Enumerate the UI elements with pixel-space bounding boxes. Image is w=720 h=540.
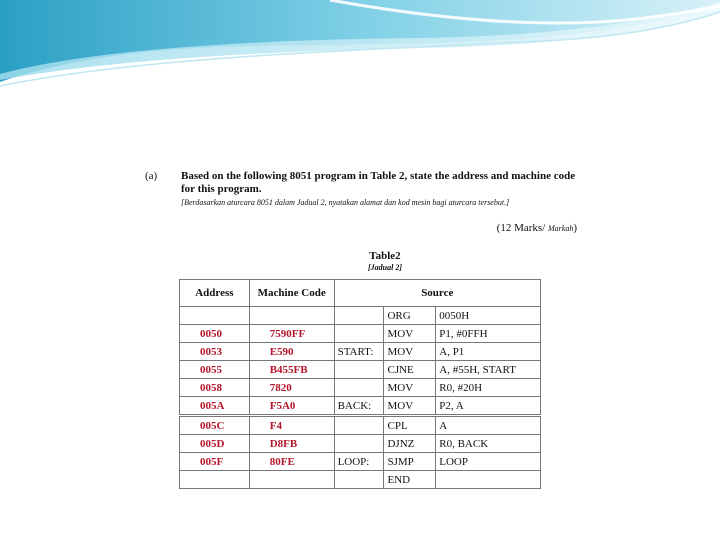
- cell-machine-code: F5A0: [249, 397, 334, 416]
- cell-address: 0050: [180, 325, 250, 343]
- cell-address: 005D: [180, 435, 250, 453]
- cell-address: 0053: [180, 343, 250, 361]
- marks-text: (12 Marks/: [496, 222, 546, 234]
- cell-mnemonic: MOV: [384, 325, 436, 343]
- cell-address: 005F: [180, 453, 250, 471]
- cell-machine-code: D8FB: [249, 435, 334, 453]
- cell-label: [334, 435, 384, 453]
- program-table: [179, 279, 541, 489]
- table-row: [180, 379, 541, 397]
- cell-label: [334, 361, 384, 379]
- cell-label: BACK:: [334, 397, 384, 416]
- marks-translation: Markah: [548, 224, 574, 233]
- cell-operand: P2, A: [436, 397, 541, 416]
- cell-label: [334, 416, 384, 435]
- question-text: Based on the following 8051 program in Table 2, state the address and machine code for this program.: [181, 170, 576, 195]
- cell-label: [334, 325, 384, 343]
- table-row: [180, 453, 541, 471]
- cell-mnemonic: MOV: [384, 397, 436, 416]
- table-row: [180, 435, 541, 453]
- cell-mnemonic: DJNZ: [384, 435, 436, 453]
- cell-address: [180, 471, 250, 489]
- cell-machine-code: 80FE: [249, 453, 334, 471]
- header-machine-code: Machine Code: [249, 280, 334, 307]
- cell-mnemonic: CJNE: [384, 361, 436, 379]
- cell-machine-code: F4: [249, 416, 334, 435]
- cell-machine-code: E590: [249, 343, 334, 361]
- cell-operand: R0, #20H: [436, 379, 541, 397]
- header-address: Address: [180, 280, 250, 307]
- cell-mnemonic: SJMP: [384, 453, 436, 471]
- cell-mnemonic: ORG: [384, 307, 436, 325]
- question-translation: [Berdasarkan aturcara 8051 dalam Jadual 2, nyatakan alamat dan kod mesin bagi aturcara tersebut.]: [181, 198, 510, 207]
- header-source: Source: [334, 280, 540, 307]
- cell-label: [334, 379, 384, 397]
- cell-label: START:: [334, 343, 384, 361]
- cell-label: LOOP:: [334, 453, 384, 471]
- cell-operand: A, P1: [436, 343, 541, 361]
- table-row: [180, 361, 541, 379]
- cell-address: 005A: [180, 397, 250, 416]
- table-row: [180, 343, 541, 361]
- cell-machine-code: 7590FF: [249, 325, 334, 343]
- cell-operand: A: [436, 416, 541, 435]
- cell-machine-code: 7820: [249, 379, 334, 397]
- cell-operand: 0050H: [436, 307, 541, 325]
- table-row: [180, 416, 541, 435]
- cell-machine-code: [249, 471, 334, 489]
- marks-close: ): [573, 222, 577, 234]
- cell-operand: [436, 471, 541, 489]
- cell-mnemonic: MOV: [384, 343, 436, 361]
- table-row: [180, 397, 541, 416]
- cell-mnemonic: CPL: [384, 416, 436, 435]
- table-row: [180, 325, 541, 343]
- cell-mnemonic: END: [384, 471, 436, 489]
- cell-machine-code: B455FB: [249, 361, 334, 379]
- cell-machine-code: [249, 307, 334, 325]
- cell-operand: P1, #0FFH: [436, 325, 541, 343]
- cell-operand: R0, BACK: [436, 435, 541, 453]
- table-row: [180, 471, 541, 489]
- cell-label: [334, 471, 384, 489]
- cell-mnemonic: MOV: [384, 379, 436, 397]
- question-label: (a): [145, 170, 158, 182]
- cell-address: [180, 307, 250, 325]
- cell-operand: LOOP: [436, 453, 541, 471]
- table-title: Table2: [369, 250, 401, 262]
- cell-address: 0058: [180, 379, 250, 397]
- cell-address: 0055: [180, 361, 250, 379]
- header-swoosh-decoration: [0, 0, 720, 95]
- table-subtitle: [Jadual 2]: [368, 263, 402, 272]
- table-row: [180, 307, 541, 325]
- cell-address: 005C: [180, 416, 250, 435]
- table-header-row: [180, 280, 541, 307]
- cell-operand: A, #55H, START: [436, 361, 541, 379]
- cell-label: [334, 307, 384, 325]
- question-marks: [145, 222, 577, 234]
